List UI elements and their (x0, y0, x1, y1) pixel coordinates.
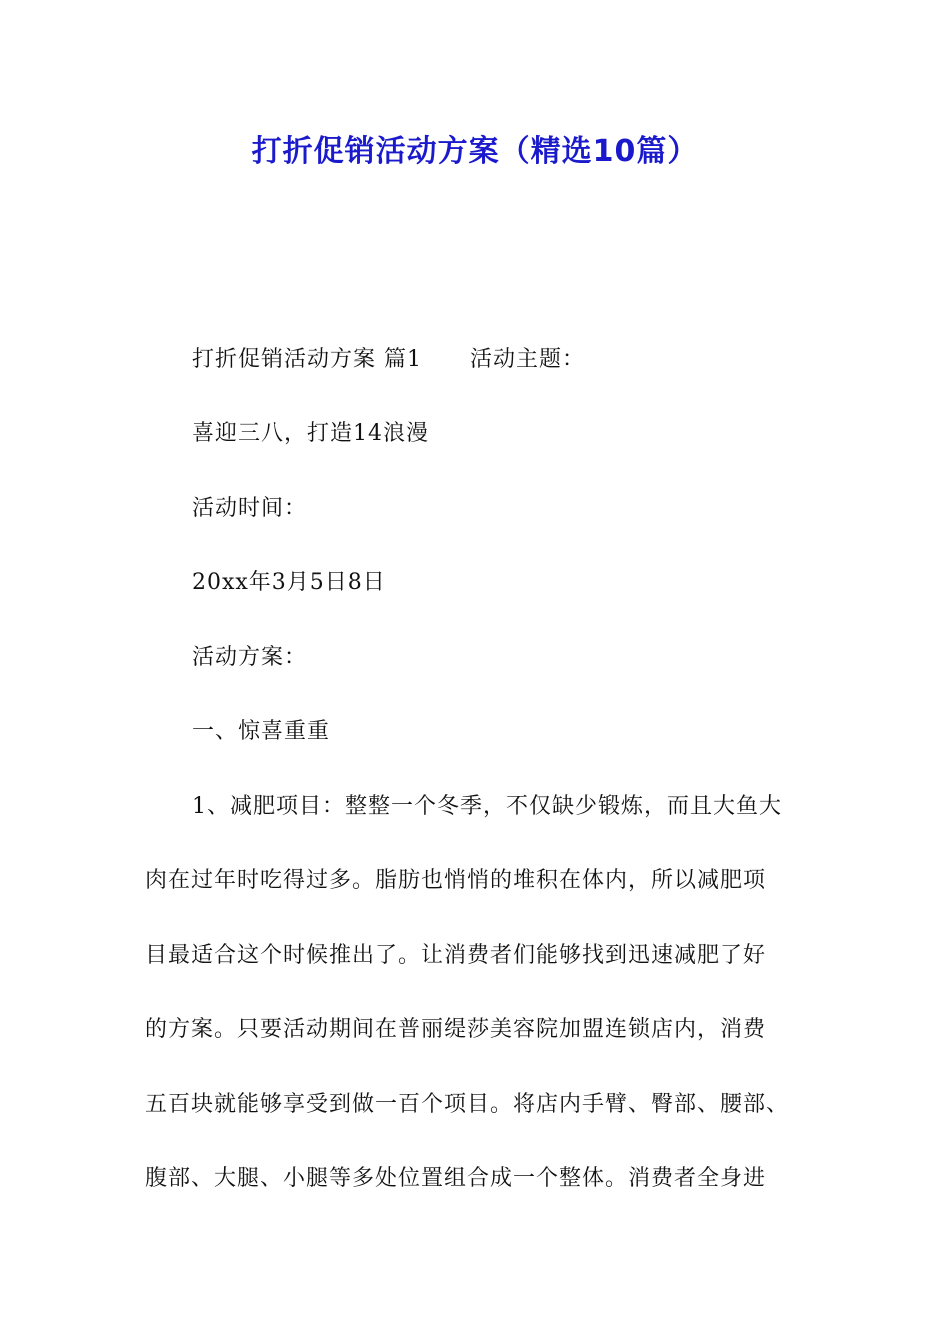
document-title: 打折促销活动方案（精选10篇） (251, 134, 699, 169)
paragraph-line: 20xx年3月5日8日 (192, 570, 386, 595)
paragraph-line: 五百块就能够享受到做一百个项目。将店内手臂、臀部、腰部、 (145, 1092, 790, 1117)
paragraph-line: 一、惊喜重重 (192, 719, 331, 744)
paragraph-line: 活动方案： (192, 645, 308, 670)
paragraph-line: 目最适合这个时候推出了。让消费者们能够找到迅速减肥了好 (145, 943, 767, 968)
section-heading: 打折促销活动方案 篇1 (192, 347, 422, 372)
paragraph-line: 1、减肥项目：整整一个冬季，不仅缺少锻炼，而且大鱼大 (192, 794, 782, 819)
theme-label: 活动主题： (470, 347, 586, 372)
paragraph-line: 肉在过年时吃得过多。脂肪也悄悄的堆积在体内，所以减肥项 (145, 868, 767, 893)
section-heading-line (192, 344, 585, 376)
paragraph-line: 的方案。只要活动期间在普丽缇莎美容院加盟连锁店内，消费 (145, 1017, 767, 1042)
paragraph-line: 喜迎三八，打造14浪漫 (192, 421, 429, 446)
paragraph-line: 活动时间： (192, 496, 308, 521)
paragraph-line: 腹部、大腿、小腿等多处位置组合成一个整体。消费者全身进 (145, 1166, 767, 1191)
